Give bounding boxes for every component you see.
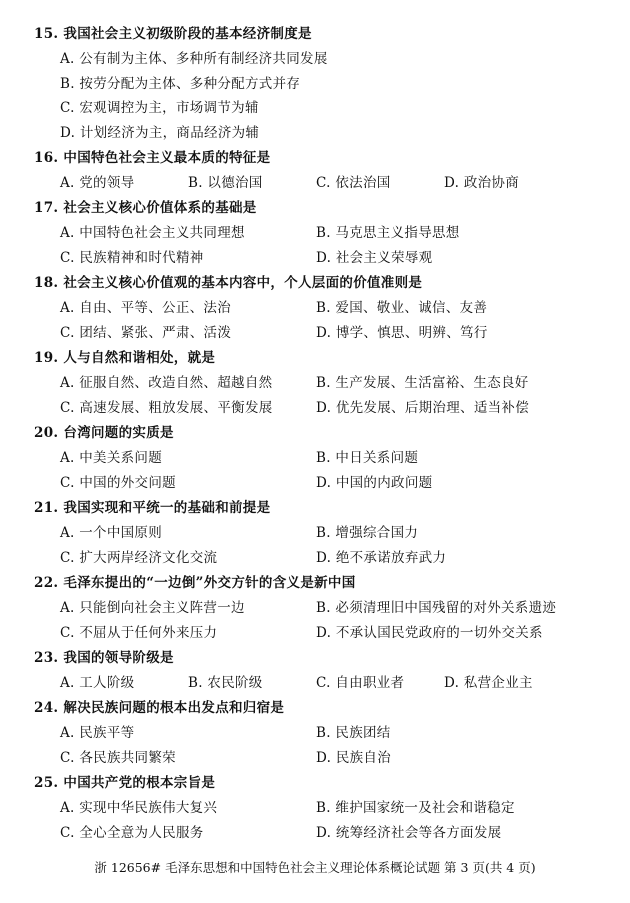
question-16: 16. 中国特色社会主义最本质的特征是 (34, 150, 271, 166)
option-a: A. 公有制为主体、多种所有制经济共同发展 (60, 51, 328, 67)
option-b: B. 增强综合国力 (316, 525, 419, 541)
option-d: D. 计划经济为主，商品经济为辅 (60, 125, 260, 141)
question-22: 22. 毛泽东提出的“一边倒”外交方针的含义是新中国 (34, 575, 356, 591)
option-c: C. 宏观调控为主，市场调节为辅 (60, 100, 259, 116)
option-b: B. 中日关系问题 (316, 450, 419, 466)
option-a: A. 自由、平等、公正、法治 (60, 300, 232, 316)
option-d: D. 博学、慎思、明辨、笃行 (316, 325, 488, 341)
question-19: 19. 人与自然和谐相处，就是 (34, 350, 216, 366)
option-a: A. 中美关系问题 (60, 450, 163, 466)
option-c: C. 不屈从于任何外来压力 (60, 625, 218, 641)
option-c: C. 高速发展、粗放发展、平衡发展 (60, 400, 273, 416)
option-b: B. 按劳分配为主体、多种分配方式并存 (60, 76, 301, 92)
option-b: B. 维护国家统一及社会和谐稳定 (316, 800, 515, 816)
page-footer: 浙 12656# 毛泽东思想和中国特色社会主义理论体系概论试题 第 3 页(共 4 页) (94, 860, 536, 875)
question-23: 23. 我国的领导阶级是 (34, 650, 174, 666)
option-c: C. 自由职业者 (316, 675, 405, 691)
option-a: A. 一个中国原则 (60, 525, 163, 541)
option-d: D. 政治协商 (444, 175, 520, 191)
option-b: B. 必须清理旧中国残留的对外关系遗迹 (316, 600, 557, 616)
option-b: B. 爱国、敬业、诚信、友善 (316, 300, 488, 316)
option-c: C. 中国的外交问题 (60, 475, 176, 491)
option-c: C. 依法治国 (316, 175, 391, 191)
option-d: D. 社会主义荣辱观 (316, 250, 433, 266)
option-a: A. 中国特色社会主义共同理想 (60, 225, 245, 241)
option-a: A. 党的领导 (60, 175, 135, 191)
option-d: D. 优先发展、后期治理、适当补偿 (316, 400, 530, 416)
option-a: A. 只能倒向社会主义阵营一边 (60, 600, 245, 616)
option-c: C. 民族精神和时代精神 (60, 250, 204, 266)
option-d: D. 中国的内政问题 (316, 475, 433, 491)
option-c: C. 全心全意为人民服务 (60, 825, 204, 841)
option-c: C. 团结、紧张、严肃、活泼 (60, 325, 232, 341)
option-c: C. 各民族共同繁荣 (60, 750, 176, 766)
option-d: D. 统筹经济社会等各方面发展 (316, 825, 502, 841)
option-c: C. 扩大两岸经济文化交流 (60, 550, 218, 566)
option-d: D. 民族自治 (316, 750, 392, 766)
question-17: 17. 社会主义核心价值体系的基础是 (34, 200, 257, 216)
question-20: 20. 台湾问题的实质是 (34, 425, 174, 441)
option-b: B. 民族团结 (316, 725, 391, 741)
option-b: B. 马克思主义指导思想 (316, 225, 460, 241)
option-b: B. 以德治国 (188, 175, 263, 191)
option-a: A. 征服自然、改造自然、超越自然 (60, 375, 273, 391)
option-b: B. 农民阶级 (188, 675, 263, 691)
option-d: D. 不承认国民党政府的一切外交关系 (316, 625, 543, 641)
question-15: 15. 我国社会主义初级阶段的基本经济制度是 (34, 26, 312, 42)
option-b: B. 生产发展、生活富裕、生态良好 (316, 375, 529, 391)
option-a: A. 工人阶级 (60, 675, 135, 691)
question-24: 24. 解决民族问题的根本出发点和归宿是 (34, 700, 285, 716)
question-25: 25. 中国共产党的根本宗旨是 (34, 775, 216, 791)
option-a: A. 民族平等 (60, 725, 135, 741)
option-a: A. 实现中华民族伟大复兴 (60, 800, 218, 816)
question-18: 18. 社会主义核心价值观的基本内容中，个人层面的价值准则是 (34, 275, 423, 291)
option-d: D. 私营企业主 (444, 675, 533, 691)
question-21: 21. 我国实现和平统一的基础和前提是 (34, 500, 271, 516)
option-d: D. 绝不承诺放弃武力 (316, 550, 447, 566)
